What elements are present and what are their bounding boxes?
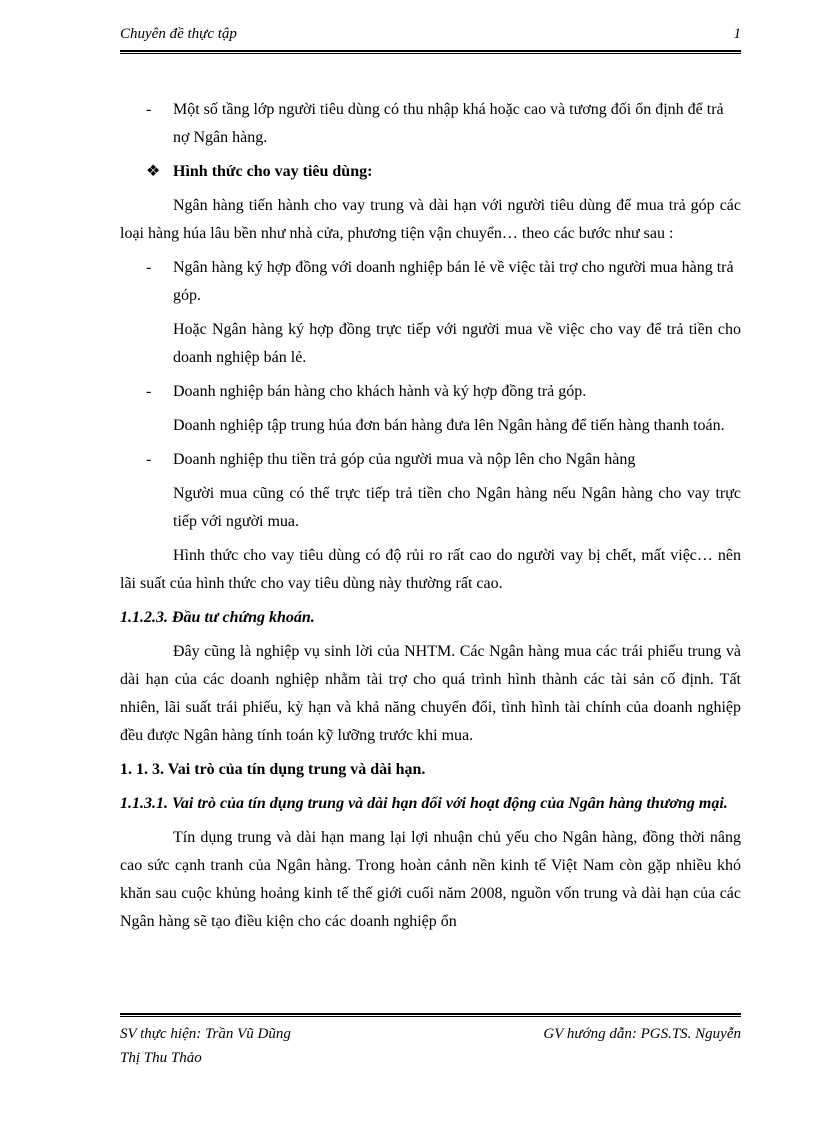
bullet-item — [120, 96, 741, 152]
bullet-subtext: Người mua cũng có thể trực tiếp trả tiền cho Ngân hàng nếu Ngân hàng cho vay trực tiếp với người mua. — [173, 485, 741, 530]
section-heading-role-bank: 1.1.3.1. Vai trò của tín dụng trung và dài hạn đối với hoạt động của Ngân hàng thương mại. — [120, 795, 728, 812]
diamond-bullet-icon: ❖ — [146, 163, 161, 180]
bullet-subtext: Doanh nghiệp tập trung húa đơn bán hàng đưa lên Ngân hàng để tiến hàng thanh toán. — [173, 417, 725, 434]
bullet-dash: - — [146, 101, 152, 118]
footer-advisor-continued: Thị Thu Thảo — [120, 1050, 202, 1066]
footer-advisor: GV hướng dẫn: PGS.TS. Nguyễn — [543, 1026, 741, 1042]
footer-rule — [120, 1013, 741, 1017]
paragraph: Ngân hàng tiến hành cho vay trung và dài hạn với người tiêu dùng để mua trả góp các loại hàng húa lâu bền như nhà cửa, phương tiện vận chuyển… theo các bước như sau : — [120, 197, 741, 242]
section-heading-role: 1. 1. 3. Vai trò của tín dụng trung và dài hạn. — [120, 761, 426, 778]
header-rule — [120, 50, 741, 54]
paragraph: Đây cũng là nghiệp vụ sinh lời của NHTM. Các Ngân hàng mua các trái phiếu trung và dài hạn của các doanh nghiệp nhằm tài trợ cho quá trình hình thành các tài sản cố định. Tất nhiên, lãi suất trái phiếu, kỳ hạn và khả năng chuyển đổi, tình hình tài chính của doanh nghiệp đều được Ngân hàng tính toán kỹ lưỡng trước khi mua. — [120, 643, 741, 744]
heading-text: Hình thức cho vay tiêu dùng: — [173, 163, 373, 180]
bullet-dash: - — [146, 259, 152, 276]
document-body — [120, 96, 741, 936]
bullet-item — [120, 254, 741, 310]
paragraph: Hình thức cho vay tiêu dùng có độ rủi ro rất cao do người vay bị chết, mất việc… nên lãi suất của hình thức cho vay tiêu dùng này thường rất cao. — [120, 547, 741, 592]
header-title: Chuyên đề thực tập — [120, 26, 237, 42]
bullet-item — [120, 378, 741, 406]
footer-student: SV thực hiện: Trần Vũ Dũng — [120, 1026, 291, 1042]
page-header — [120, 26, 741, 50]
bullet-text: Doanh nghiệp thu tiền trả góp của người mua và nộp lên cho Ngân hàng — [173, 451, 636, 468]
bullet-item — [120, 446, 741, 474]
paragraph: Tín dụng trung và dài hạn mang lại lợi nhuận chủ yếu cho Ngân hàng, đồng thời nâng cao sức cạnh tranh của Ngân hàng. Trong hoàn cảnh nền kinh tế Việt Nam còn gặp nhiều khó khăn sau cuộc khủng hoảng kinh tế thế giới cuối năm 2008, nguồn vốn trung và dài hạn của các Ngân hàng sẽ tạo điều kiện cho các doanh nghiệp ổn — [120, 829, 741, 930]
bullet-text: Ngân hàng ký hợp đồng với doanh nghiệp bán lẻ về việc tài trợ cho người mua hàng trả góp. — [173, 259, 734, 304]
bullet-subtext: Hoặc Ngân hàng ký hợp đồng trực tiếp với người mua về việc cho vay để trả tiền cho doanh nghiệp bán lẻ. — [173, 321, 741, 366]
bullet-dash: - — [146, 451, 152, 468]
bullet-text: Một số tầng lớp người tiêu dùng có thu nhập khá hoặc cao và tương đối ổn định để trả nợ Ngân hàng. — [173, 101, 724, 146]
section-heading-consumer-loan — [120, 158, 741, 186]
bullet-dash: - — [146, 383, 152, 400]
section-heading-securities: 1.1.2.3. Đầu tư chứng khoán. — [120, 609, 315, 626]
bullet-text: Doanh nghiệp bán hàng cho khách hành và ký hợp đồng trả góp. — [173, 383, 587, 400]
page-number: 1 — [733, 26, 741, 42]
